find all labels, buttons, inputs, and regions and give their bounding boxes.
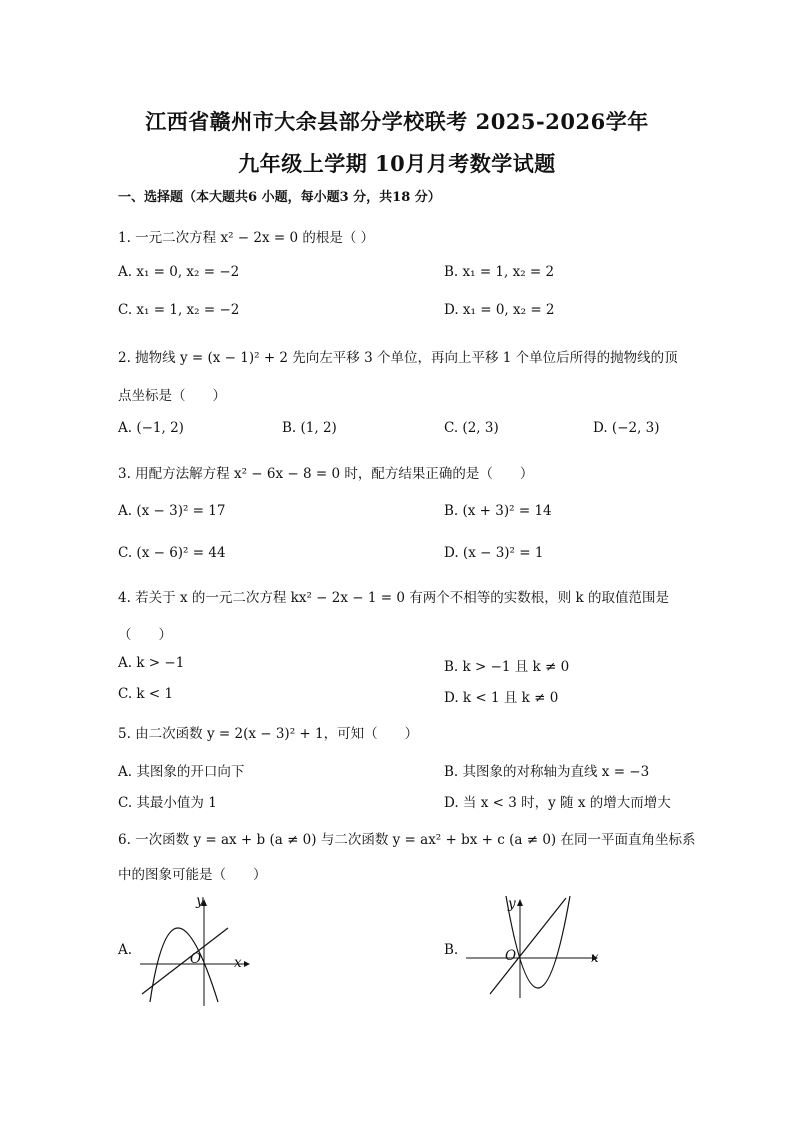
graph-a-line [142,928,228,994]
q5-option-a: A. 其图象的开口向下 [118,764,245,780]
graph-a-y-label: y [196,893,204,909]
q2-option-c: C. (2, 3) [444,420,499,436]
q1-option-d: D. x₁ = 0, x₂ = 2 [444,302,555,318]
graph-a-x-arrow [244,961,250,967]
graph-b-y-label: y [508,896,516,912]
q3-option-d: D. (x − 3)² = 1 [444,545,544,561]
q2-option-a: A. (−1, 2) [118,420,184,436]
question-5-stem: 5. 由二次函数 y = 2(x − 3)² + 1，可知（ ） [118,726,419,742]
q3-option-a: A. (x − 3)² = 17 [118,503,226,519]
q3-option-b: B. (x + 3)² = 14 [444,503,552,519]
section-heading-choice: 一、选择题（本大题共6 小题，每小题3 分，共18 分） [118,190,441,205]
q5-option-d: D. 当 x < 3 时，y 随 x 的增大而增大 [444,795,671,811]
question-4-stem-line1: 4. 若关于 x 的一元二次方程 kx² − 2x − 1 = 0 有两个不相等的实数根，则 k 的取值范围是 [118,590,669,606]
q2-option-d: D. (−2, 3) [593,420,660,436]
q1-option-a: A. x₁ = 0, x₂ = −2 [118,264,240,280]
question-6-stem-line1: 6. 一次函数 y = ax + b (a ≠ 0) 与二次函数 y = ax² + bx + c (a ≠ 0) 在同一平面直角坐标系 [118,832,696,848]
graph-b-x-label: x [591,950,599,966]
q5-option-c: C. 其最小值为 1 [118,795,217,811]
graph-b-y-arrow [517,899,523,906]
question-6-stem-line2: 中的图象可能是（ ） [118,867,267,883]
graph-a-x-label: x [234,955,242,971]
q5-option-b: B. 其图象的对称轴为直线 x = −3 [444,764,650,780]
question-4-stem-line2: （ ） [118,627,172,643]
q4-option-b: B. k > −1 且 k ≠ 0 [444,659,570,675]
q6-option-b-graph [462,890,602,1002]
graph-b-origin-label: O [505,948,517,964]
graph-a-parabola [150,928,218,1002]
question-2-stem-line2: 点坐标是（ ） [118,388,226,404]
q2-option-b: B. (1, 2) [282,420,337,436]
question-2-stem-line1: 2. 抛物线 y = (x − 1)² + 2 先向左平移 3 个单位，再向上平移 1 个单位后所得的抛物线的顶 [118,350,678,366]
q1-option-c: C. x₁ = 1, x₂ = −2 [118,302,240,318]
exam-title-line2: 九年级上学期 10月月考数学试题 [238,151,556,176]
q3-option-c: C. (x − 6)² = 44 [118,545,226,561]
q4-option-a: A. k > −1 [118,655,185,671]
question-1-stem: 1. 一元二次方程 x² − 2x = 0 的根是（ ） [118,230,375,246]
question-3-stem: 3. 用配方法解方程 x² − 6x − 8 = 0 时，配方结果正确的是（ ） [118,466,534,482]
q6-option-a-label: A. [118,942,133,958]
exam-title-line1: 江西省赣州市大余县部分学校联考 2025-2026学年 [145,109,649,134]
q4-option-d: D. k < 1 且 k ≠ 0 [444,690,559,706]
q1-option-b: B. x₁ = 1, x₂ = 2 [444,264,555,280]
graph-a-origin-label: O [190,951,202,967]
q6-option-b-label: B. [444,942,459,958]
q4-option-c: C. k < 1 [118,686,174,702]
